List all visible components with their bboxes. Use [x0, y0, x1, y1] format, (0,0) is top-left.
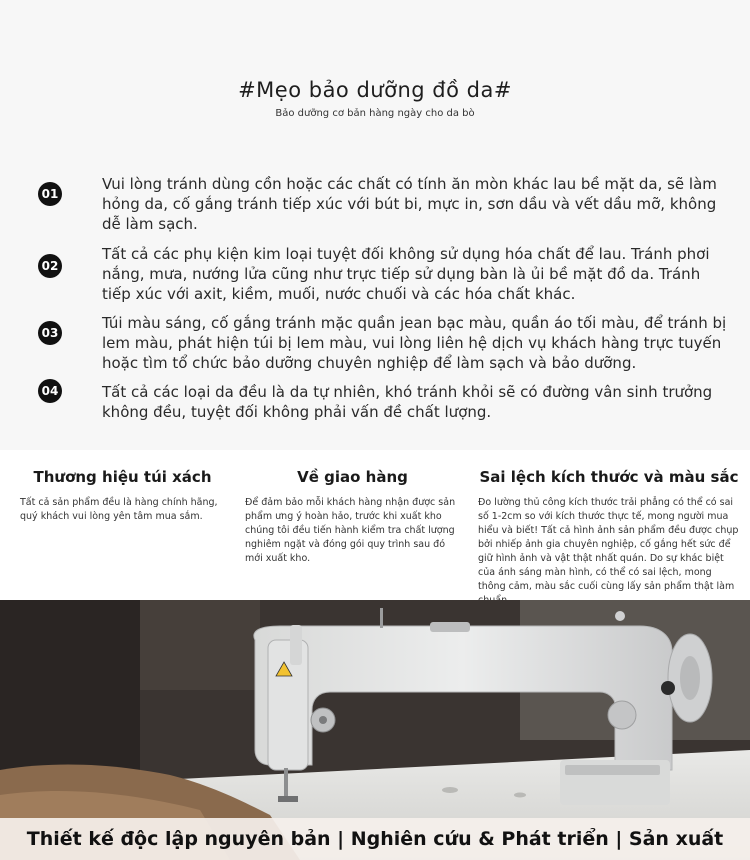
info-section — [0, 450, 750, 600]
tip-number-badge: 01 — [38, 182, 62, 206]
info-title: Sai lệch kích thước và màu sắc — [479, 468, 739, 486]
info-title: Về giao hàng — [297, 468, 408, 486]
bottom-banner: Thiết kế độc lập nguyên bản | Nghiên cứu & Phát triển | Sản xuất — [0, 818, 750, 860]
info-column-size-color — [478, 450, 740, 608]
tip-item — [38, 174, 728, 233]
tip-text: Vui lòng tránh dùng cồn hoặc các chất có tính ăn mòn khác lau bề mặt da, sẽ làm hỏng da, cố gắng tránh tiếp xúc với bút bi, mực in, sơn dầu và vết dầu mỡ, không dễ làm sạch. — [102, 175, 717, 233]
info-column-shipping — [245, 450, 460, 566]
info-body: Tất cả sản phẩm đều là hàng chính hãng, quý khách vui lòng yên tâm mua sắm. — [20, 497, 218, 522]
info-title: Thương hiệu túi xách — [33, 468, 212, 486]
tip-number-badge: 03 — [38, 321, 62, 345]
info-body: Đo lường thủ công kích thước trải phẳng có thể có sai số 1-2cm so với kích thước thực tế, mong người mua hiểu và biết! Tất cả hình ảnh sản phẩm đều được chụp bởi nhiếp ảnh gia chuyên nghiệp, cố gắng hết sức để giữ hình ảnh và vật thật nhất quán. Do sự khác biệt của ánh sáng màn hình, có thể có sai lệch, mong thông cảm, màu sắc cuối cùng lấy sản phẩm thật làm — [478, 497, 739, 592]
tip-item — [38, 382, 728, 426]
tip-number-badge: 04 — [38, 379, 62, 403]
tip-text: Tất cả các phụ kiện kim loại tuyệt đối không sử dụng hóa chất để lau. Tránh phơi nắng, mưa, nướng lửa cũng như trực tiếp sử dụng bàn là ủi bề mặt đồ da. Tránh tiếp xúc với axit, kiềm, muối, nước chuối và các hóa chất khác. — [102, 245, 710, 303]
info-column-brand — [20, 450, 225, 524]
tip-text: Tất cả các loại da đều là da tự nhiên, khó tránh khỏi sẽ có đường vân sinh trưởng không đều, tuyệt đối không phải vấn đề chất lượng. — [102, 383, 713, 421]
tip-number-badge: 02 — [38, 254, 62, 278]
tip-item — [38, 313, 728, 377]
tip-text: Túi màu sáng, cố gắng tránh mặc quần jean bạc màu, quần áo tối màu, để tránh bị lem màu, phát hiện túi bị lem màu, vui lòng liên hệ dịch vụ khách hàng trực tuyến hoặc tìm tổ chức bảo dưỡng chuyên nghiệp để làm sạch và bảo dưỡng. — [102, 314, 727, 372]
tip-item — [38, 244, 728, 308]
page-subtitle: Bảo dưỡng cơ bản hàng ngày cho da bò — [275, 108, 475, 119]
info-body: Để đảm bảo mỗi khách hàng nhận được sản phẩm ưng ý hoàn hảo, trước khi xuất kho chúng tôi đều tiến hành kiểm tra chất lượng nghiêm ngặt và đóng gói quy trình sau đó mới xuất kho. — [245, 497, 456, 564]
page-title: #Mẹo bảo dưỡng đồ da# — [238, 78, 512, 102]
